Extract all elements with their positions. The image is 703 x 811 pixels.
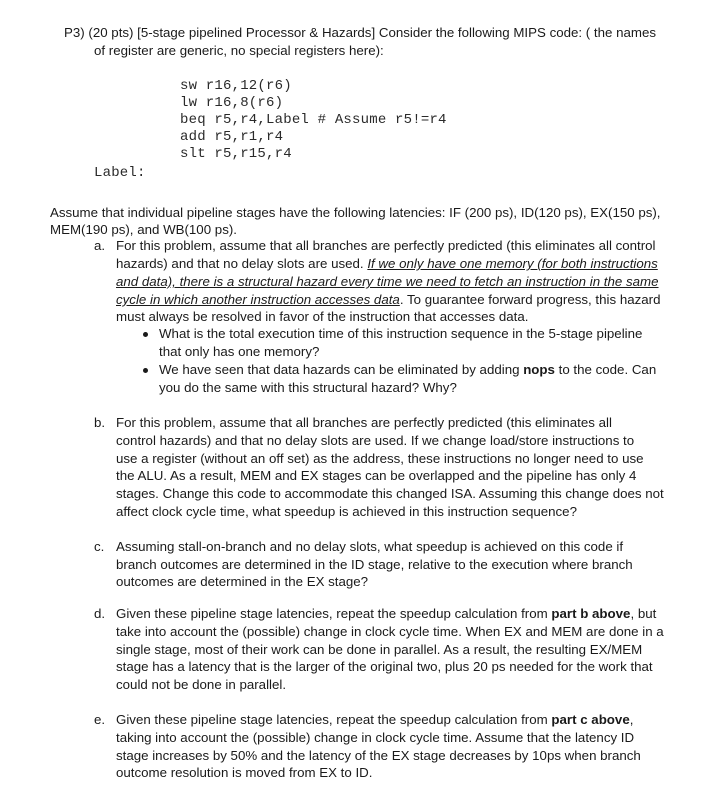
bullet-icon <box>143 368 148 373</box>
part-d-line: stage has a latency that is the larger of the original two, plus 20 ps needed for the work that <box>116 659 653 674</box>
part-b-line: affect clock cycle time, what speedup is achieved in this instruction sequence? <box>116 504 577 519</box>
part-a-line-2 <box>116 255 658 273</box>
bullet-icon <box>143 332 148 337</box>
part-b-line: control hazards) and that no delay slots are used. If we change load/store instructions to <box>116 433 635 448</box>
part-a-line-2-text: hazards) and that no delay slots are used. <box>116 256 368 271</box>
problem-header-line-1: P3) (20 pts) [5-stage pipelined Processor & Hazards] Consider the following MIPS code: ( the names <box>64 25 656 40</box>
part-b-line: the ALU. As a result, MEM and EX stages can be overlapped and the pipeline has only 4 <box>116 468 637 483</box>
part-e-marker: e. <box>94 712 106 727</box>
part-d-line-1-text: Given these pipeline stage latencies, repeat the speedup calculation from <box>116 606 552 621</box>
part-b-line: use a register (without an off set) as the address, these instructions no longer need to use <box>116 451 644 466</box>
part-a-bullet-2-line-1 <box>159 361 656 379</box>
part-a-line-4 <box>116 291 660 309</box>
part-d-line: take into account the (possible) change in clock cycle time. When EX and MEM are done in a <box>116 624 664 639</box>
part-e-line: outcome resolution is moved from EX to ID. <box>116 765 373 780</box>
code-label: Label: <box>94 165 146 181</box>
part-c-marker: c. <box>94 539 105 554</box>
part-d-line: could not be done in parallel. <box>116 677 287 692</box>
part-c-line: outcomes are determined in the EX stage? <box>116 574 369 589</box>
code-line: add r5,r1,r4 <box>180 129 284 145</box>
part-e-line-1-text: Given these pipeline stage latencies, repeat the speedup calculation from <box>116 712 552 727</box>
part-a-line-5: must always be resolved in favor of the instruction that accesses data. <box>116 309 529 324</box>
code-line: beq r5,r4,Label # Assume r5!=r4 <box>180 112 447 128</box>
part-a-bullet-2-text: We have seen that data hazards can be eliminated by adding <box>159 362 524 377</box>
part-b-line: For this problem, assume that all branches are perfectly predicted (this eliminates all <box>116 415 612 430</box>
code-line: sw r16,12(r6) <box>180 78 292 94</box>
part-d-marker: d. <box>94 606 106 621</box>
part-a-line-3: and data), there is a structural hazard every time we need to fetch an instruction in the same <box>116 274 659 289</box>
part-e-line: taking into account the (possible) change in clock cycle time. Assume that the latency ID <box>116 730 635 745</box>
part-d-line-1-text-end: , but <box>630 606 657 621</box>
assume-line-1: Assume that individual pipeline stages have the following latencies: IF (200 ps), ID(120 ps), EX(150 ps), <box>50 205 661 220</box>
part-a-bullet-2-line-2: you do the same with this structural hazard? Why? <box>159 380 457 395</box>
part-a-line-4-text: . To guarantee forward progress, this hazard <box>399 292 661 307</box>
part-a-bullet-1-line-2: that only has one memory? <box>159 344 320 359</box>
part-b-marker: b. <box>94 415 106 430</box>
part-e-line: stage increases by 50% and the latency of the EX stage decreases by 10ps when branch <box>116 748 641 763</box>
part-a-marker: a. <box>94 238 106 253</box>
part-c-line: branch outcomes are determined in the ID stage, relative to the execution where branch <box>116 557 633 572</box>
part-a-line-4-emphasis: cycle in which another instruction accesses data <box>116 292 400 307</box>
part-e-line-1-text-end: , <box>629 712 634 727</box>
part-a-line-2-emphasis: If we only have one memory (for both instructions <box>367 256 658 271</box>
assume-line-2: MEM(190 ps), and WB(100 ps). <box>50 222 237 237</box>
part-d-line-1-bold: part b above <box>551 606 631 621</box>
part-b-line: stages. Change this code to accommodate this changed ISA. Assuming this change does not <box>116 486 664 501</box>
part-e-line-1 <box>116 711 633 729</box>
part-c-line: Assuming stall-on-branch and no delay slots, what speedup is achieved on this code if <box>116 539 624 554</box>
problem-header-line-2: of register are generic, no special registers here): <box>94 43 384 58</box>
part-a-bullet-2-text-end: to the code. Can <box>554 362 657 377</box>
part-e-line-1-bold: part c above <box>551 712 630 727</box>
part-d-line-1 <box>116 605 656 623</box>
part-a-bullet-1-line-1: What is the total execution time of this instruction sequence in the 5-stage pipeline <box>159 326 643 341</box>
code-line: lw r16,8(r6) <box>180 95 284 111</box>
part-a-line-1: For this problem, assume that all branches are perfectly predicted (this eliminates all control <box>116 238 656 253</box>
code-line: slt r5,r15,r4 <box>180 146 292 162</box>
part-a-bullet-2-bold: nops <box>523 362 555 377</box>
part-d-line: single stage, most of their work can be done in parallel. As a result, the resulting EX/MEM <box>116 642 643 657</box>
